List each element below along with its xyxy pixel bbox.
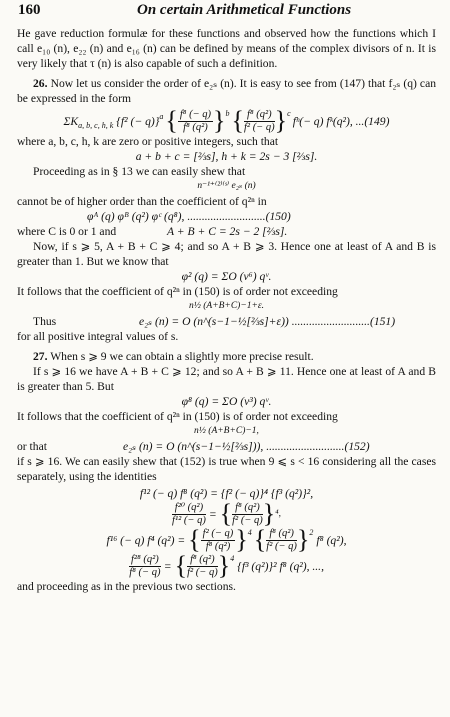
where-clause-1: where a, b, c, h, k are zero or positive integers, such that (17, 135, 279, 148)
if-16-consider-para: if s ⩾ 16. We can easily shew that (152) is true when 9 ⩽ s < 16 considering all the cases separately, using the identities (17, 455, 436, 483)
equation-152-line (17, 439, 436, 454)
paragraph-reduction-formulae: He gave reduction formulæ for these functions and observed how the functions which I call e₁₀ (n), e₂₂ (n) and e₁₆ (n) can be defined by means of the complex divisors of n. It is very likely that τ (n) is also capable of such a definition. (17, 27, 436, 70)
eq149-subscript: a, b, c, h, k (78, 120, 114, 130)
eq149-factor-a: {f² (− q)} (116, 114, 160, 128)
equation-order-1: n½ (A+B+C)−1+ε. (188, 301, 265, 311)
section-number-26: 26. (33, 77, 48, 90)
where-C-text: where C is 0 or 1 and (17, 225, 117, 238)
equation-abc: a + b + c = [⅔s], h + k = 2s − 3 [⅔s]. (135, 150, 318, 163)
where-C-line (17, 224, 436, 239)
equation-151-line (17, 314, 436, 329)
follows-para-2: It follows that the coefficient of q²ⁿ in (150) is of order not exceeding (17, 410, 338, 423)
where-C-equation: A + B + C = 2s − 2 [⅔s]. (167, 225, 288, 238)
now-if-para: Now, if s ⩾ 5, A + B + C ⩾ 4; and so A + B ⩾ 3. Hence one at least of A and B is greater than 1. But we know that (17, 240, 436, 268)
identity-1: f¹² (− q) f⁸ (q²) = {f² (− q)}⁴ {f³ (q²)}², (139, 487, 314, 500)
section-26-intro (17, 76, 436, 106)
identity-3: f¹⁶ (− q) f⁴ (q²) = { $\frac{\text{f² (− q)}}{\text{f⁸ (q²)}}$ } 4 { $\frac{\text{f⁸ (q²)}}{\text{f² (− q)}}$ } 2 f⁸ (q²), (106, 525, 347, 554)
final-para: and proceeding as in the previous two sections. (17, 580, 236, 593)
equation-151: e₂ₛ (n) = O (n^(s−1−½[⅔s]+ε)) ...........................(151) (139, 315, 396, 328)
cannot-be-para: cannot be of higher order than the coefficient of q²ⁿ in (17, 195, 267, 208)
follows-para-1: It follows that the coefficient of q²ⁿ in (150) is of order not exceeding (17, 285, 338, 298)
identity-4: $\frac{\text{f²⁸ (q²)}}{\text{f⁸ (− q)}}$ = { $\frac{\text{f⁸ (q²)}}{\text{f² (− q)}}$ } 4 {f³ (q²)}² f⁸ (q²), ..., (129, 551, 324, 580)
section-26-text: Now let us consider the order of e₂ₛ (n). It is easy to see from (147) that f₂ₛ (q) can be expressed in the form (17, 77, 437, 105)
eq149-frac-c: $\frac{\text{f⁸ (q²)}}{\text{f² (− q)}}$ (244, 108, 275, 133)
equation-n-e2s: n⁻¹⁺⁽²⁾⁽ˢ⁾ e₂ₛ (n) (197, 181, 256, 191)
section-27-intro (17, 349, 436, 364)
running-header (17, 0, 436, 26)
or-that-word: or that (17, 440, 47, 453)
section-27-text: When s ⩾ 9 we can obtain a slightly more precise result. (50, 350, 314, 363)
equation-149: ΣK a, b, c, h, k {f² (− q)} a { $\frac{\text{f⁸ (− q)}}{\text{f⁸ (q²)}}$ } b { $\frac{\text{f⁸ (q²)}}{\text{f² (− q)}}$ } c fʰ(− q) fᵏ(q²), ...(149) (63, 106, 390, 135)
running-title: On certain Arithmetical Functions (137, 2, 352, 18)
equation-order-2: n½ (A+B+C)−1, (194, 426, 259, 436)
proceeding-para: Proceeding as in § 13 we can easily shew that (33, 165, 246, 178)
page-number: 160 (18, 2, 41, 18)
equation-152: e₂ₛ (n) = O (n^(s−1−½[⅔s])), ...........................(152) (123, 440, 370, 453)
eq149-sum: ΣK (63, 114, 79, 128)
identity-2: $\frac{\text{f²⁰ (q²)}}{\text{f¹² (− q)}}$ = { $\frac{\text{f⁸ (q²)}}{\text{f² (− q)}}$ } ⁴, (172, 499, 281, 528)
thus-word: Thus (33, 315, 57, 328)
eq149-tail: fʰ(− q) fᵏ(q²), ...(149) (292, 114, 390, 128)
for-all-para: for all positive integral values of s. (17, 330, 179, 343)
equation-150: φᴬ (q) φᴮ (q²) φᶜ (q⁸), ...........................(150) (87, 210, 291, 223)
equation-phi2: φ² (q) = ΣO (ν⁶) qᵛ. (181, 270, 272, 283)
equation-phi8: φ⁸ (q) = ΣO (ν³) qᵛ. (181, 395, 272, 408)
if-16-para: If s ⩾ 16 we have A + B + C ⩾ 12; and so A + B ⩾ 11. Hence one at least of A and B is greater than 5. But (17, 365, 436, 393)
eq149-frac-b: $\frac{\text{f⁸ (− q)}}{\text{f⁸ (q²)}}$ (179, 108, 212, 133)
section-number-27: 27. (33, 350, 48, 363)
